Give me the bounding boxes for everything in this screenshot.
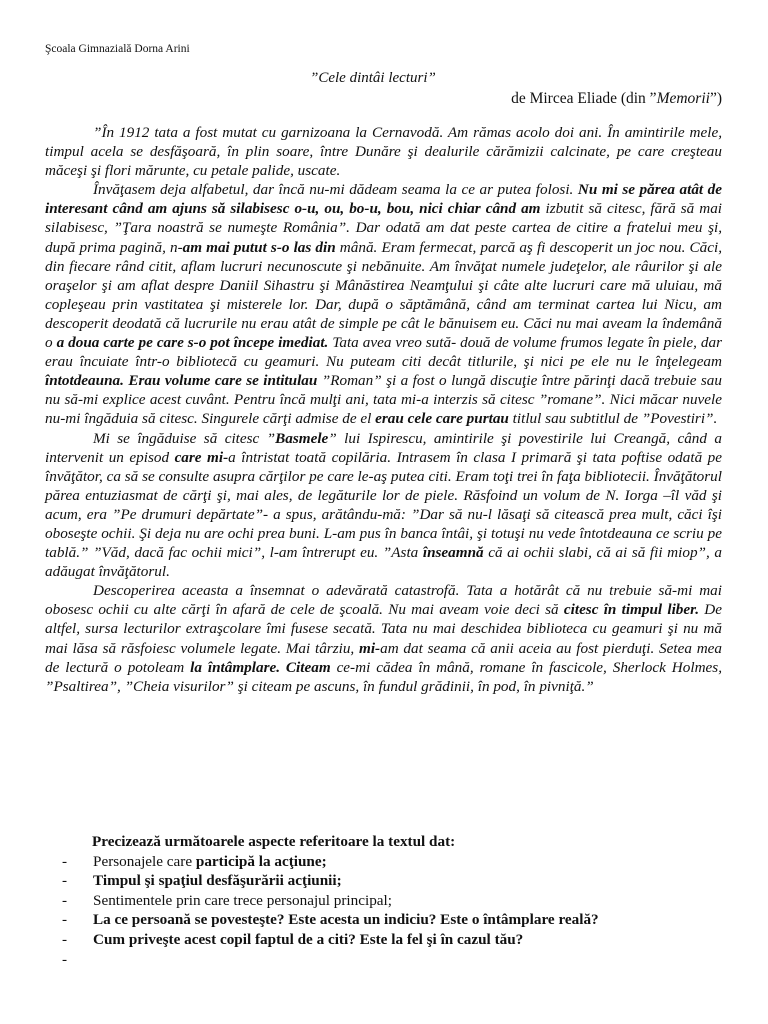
bold-text-run: participă la acţiune; [195, 852, 327, 870]
text-run: izbutit să citesc, fără să mai silabisesc, ”Ţara noastră se numeşte România”. Dar odată am dat peste cartea de citire a fratelui meu şi, după prima pagină, n- [45, 200, 723, 256]
bold-text-run: la întâmplare. Citeam [190, 658, 331, 676]
question-item [62, 930, 742, 950]
question-item [62, 910, 742, 930]
paragraph [45, 581, 722, 696]
text-run: a întristat toată copilăria. Intrasem în clasa I primară şi tata poftise odată pe învăţător, ca să se consulte asupra cărţilor pe care le-aş putea citi. Eram toţi trei în faţa bibliotecii. Învăţătorul părea entuziasmat de cărţi şi, mai ales, de legăturile lor de piele. Răsfoind un volum de N. Iorga –îl văd şi acum, era ”Pe drumuri depărtate”- a spus, arătându-mă: ”Dar să nu-l lăsaţi să citească prea mult, căci îşi oboseşte ochii. Şi deja nu are ochi prea buni. L-am pus în banca întâi, şi totuşi nu vede întotdeauna ce scriu pe tablă.” ”Văd, dacă fac ochii mici”, l-am întrerupt eu. ”Asta [45, 448, 723, 562]
bold-text-run: înseamnă [422, 544, 484, 562]
text-run: Mi se îngăduise să citesc ” [93, 429, 276, 447]
paragraph [45, 429, 722, 582]
questions-list [62, 852, 742, 970]
bold-text-run: Nu mi se părea atât de interesant când am ajuns să silabisesc o-u, ou, bo-u, bou, nici chiar când am [45, 181, 722, 218]
question-item [62, 950, 742, 970]
text-run: ce-mi cădea în mână, romane în fascicole, Sherlock Holmes, ”Psaltirea”, ”Cheia visurilor” şi citeam pe ascuns, în fundul grădinii, în pod, în pivniţă.” [45, 658, 722, 695]
question-text [93, 891, 392, 911]
paragraph [45, 180, 722, 428]
bold-text-run: am mai putut s-o las din [182, 238, 336, 256]
text-title: ”Cele dintâi lecturi” [310, 70, 436, 86]
bold-text-run: a doua carte pe care s-o pot începe imediat. [56, 334, 329, 352]
question-item [62, 871, 742, 891]
text-run: titlul sau subtitlul de ”Povestiri”. [508, 410, 718, 428]
bold-text-run: Timpul şi spaţiul desfăşurării acţiunii; [93, 872, 342, 890]
bold-text-run: erau cele care purtau [375, 410, 509, 428]
bold-text-run: care mi- [174, 448, 229, 466]
text-run: că ai ochii slabi, că ai să fii miop”, a adăugat învăţătorul. [45, 544, 722, 581]
paragraph [45, 123, 722, 180]
bold-text-run: Cum priveşte acest copil faptul de a citi? Este la fel şi în cazul tău? [93, 930, 524, 948]
list-dash: - [62, 872, 68, 890]
question-text [93, 871, 342, 891]
questions-section [62, 832, 742, 969]
text-run: am dat seama că anii aceia au fost pierduţi. Setea mea de lectură o potoleam [45, 639, 723, 676]
text-run: De altfel, sursa lecturilor extraşcolare îmi fusese secată. Tata nu mai deschidea biblioteca cu geamuri şi nu mă mai lăsa să răsfoiesc volumele legate. Mai târziu, [45, 601, 722, 657]
text-run: ”Roman” şi a fost o lungă discuţie între părinţi dacă trebuie sau nu să-mi explice acest cuvânt. Pentru încă mulţi ani, tata mi-a interzis să citesc ”romane”. Nici măcar nuvele nu-mi îngăduia să citesc. Singurele cărţi admise de el [45, 372, 722, 428]
question-text [93, 910, 599, 930]
list-dash: - [62, 950, 68, 968]
author-prefix: de Mircea Eliade (din ” [511, 90, 657, 107]
author-line [511, 90, 722, 108]
question-text [93, 852, 327, 872]
school-name: Şcoala Gimnazială Dorna Arini [45, 43, 190, 55]
bold-text-run: mi- [359, 639, 381, 657]
text-run: ”În 1912 tata a fost mutat cu garnizoana la Cernavodă. Am rămas acolo doi ani. În amintirile mele, timpul acela se desfăşoară, în plin soare, între Dunăre şi dealurile cărămizii calcinate, pe care creşteau măceşi şi flori mărunte, cu petale palide, uscate. [45, 124, 722, 180]
list-dash: - [62, 911, 68, 929]
text-run: ” lui Ispirescu, amintirile şi povestirile lui Creangă, când a intervenit un episod [45, 429, 722, 466]
bold-text-run: întotdeauna. Erau volume care se intitulau [45, 372, 318, 390]
question-item [62, 852, 742, 872]
text-run: Descoperirea aceasta a însemnat o adevărată catastrofă. Tata a hotărât că nu trebuie să-mi mai obosesc ochii cu alte cărţi în afară de cele de şcoală. Nu mai aveam voie deci să [45, 582, 722, 619]
bold-text-run: citesc în timpul liber. [563, 601, 700, 619]
text-run: Tata avea vreo sută- două de volume frumos legate în piele, dar erau încuiate într-o bibliotecă cu geamuri. Nu puteam citi decât titlurile, şi nici pe ele nu le înţelegeam [45, 334, 723, 371]
author-suffix: ”) [709, 90, 722, 107]
list-dash: - [62, 930, 68, 948]
text-run: Învăţasem deja alfabetul, dar încă nu-mi dădeam seama la ce ar putea folosi. [93, 181, 578, 199]
bold-text-run: La ce persoană se povesteşte? Este acesta un indiciu? Este o întâmplare reală? [93, 911, 599, 929]
text-run: mână. Eram fermecat, parcă aş fi descoperit un joc nou. Căci, din fiecare rând citit, aflam lucruri necunoscute şi nebănuite. Am învăţat numele judeţelor, ale râurilor şi ale oraşelor şi am aflat despre Daniil Sihastru şi Mânăstirea Neamţului şi câte alte lucruri care mă uluiau, mă copleşeau prin vastitatea şi misterele lor. Dar, după o săptămână, când am terminat cartea lui Nicu, am descoperit deodată că lucrurile nu erau atât de simple pe cât le bănuisem eu. Căci nu mai aveam la îndemână o [45, 238, 722, 352]
question-item [62, 891, 742, 911]
author-work: Memorii [656, 90, 710, 107]
list-dash: - [62, 891, 68, 909]
bold-text-run: Basmele [275, 429, 329, 447]
text-body [45, 123, 722, 696]
questions-intro: Precizează următoarele aspecte referitoare la textul dat: [92, 833, 456, 850]
question-text [93, 930, 523, 950]
text-run: Personajele care [93, 852, 196, 870]
list-dash: - [62, 852, 68, 870]
text-run: Sentimentele prin care trece personajul principal; [93, 891, 392, 909]
